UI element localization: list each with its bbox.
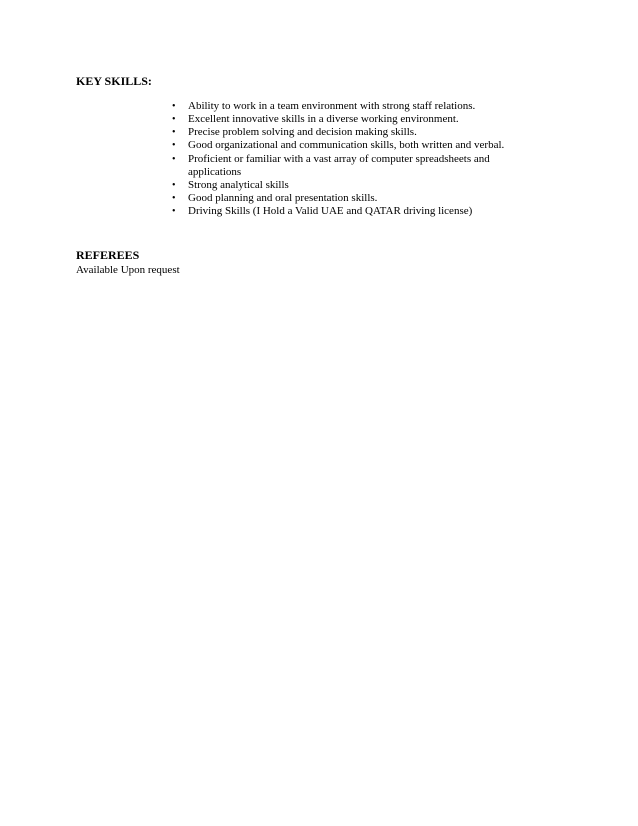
skill-text: Good planning and oral presentation skills. xyxy=(188,192,378,204)
bullet-icon: • xyxy=(172,114,176,125)
referees-text: Available Upon request xyxy=(76,264,180,276)
bullet-icon: • xyxy=(172,101,176,112)
referees-heading: REFEREES xyxy=(76,248,140,262)
bullet-icon: • xyxy=(172,140,176,151)
key-skills-list xyxy=(168,100,508,218)
list-item xyxy=(168,100,508,113)
list-item xyxy=(168,153,508,179)
skill-text: Precise problem solving and decision making skills. xyxy=(188,126,417,138)
bullet-icon: • xyxy=(172,154,176,165)
skill-text: Ability to work in a team environment with strong staff relations. xyxy=(188,100,476,112)
list-item xyxy=(168,205,508,218)
bullet-icon: • xyxy=(172,193,176,204)
skill-text: Strong analytical skills xyxy=(188,179,289,191)
bullet-icon: • xyxy=(172,206,176,217)
list-item xyxy=(168,139,508,152)
bullet-icon: • xyxy=(172,127,176,138)
key-skills-heading: KEY SKILLS: xyxy=(76,74,152,88)
list-item xyxy=(168,126,508,139)
skill-text: Good organizational and communication skills, both written and verbal. xyxy=(188,139,505,151)
bullet-icon: • xyxy=(172,180,176,191)
list-item xyxy=(168,192,508,205)
skill-text: Excellent innovative skills in a diverse working environment. xyxy=(188,113,459,125)
list-item xyxy=(168,179,508,192)
list-item xyxy=(168,113,508,126)
skill-text: Driving Skills (I Hold a Valid UAE and QATAR driving license) xyxy=(188,205,473,217)
skill-text: Proficient or familiar with a vast array of computer spreadsheets and applications xyxy=(188,153,490,178)
